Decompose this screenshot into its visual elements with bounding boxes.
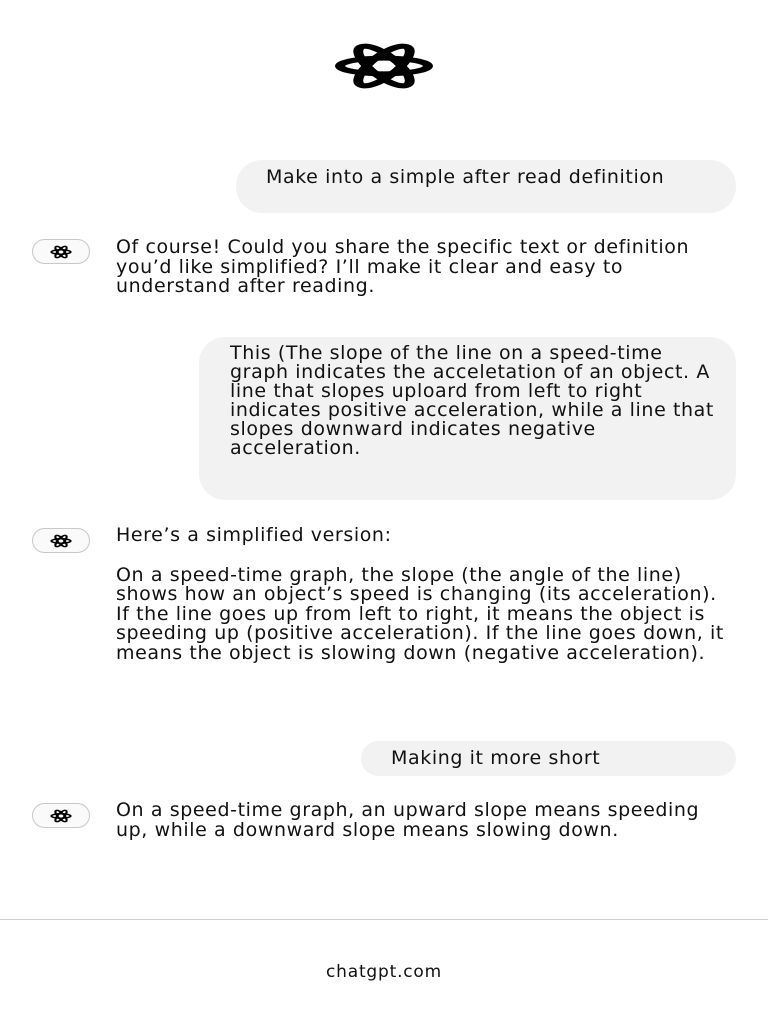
user-message-text: Make into a simple after read definition [266, 166, 665, 188]
assistant-message [116, 801, 736, 840]
footer-domain-link[interactable]: chatgpt.com [326, 962, 442, 982]
user-message [236, 160, 736, 213]
assistant-message-paragraph: On a speed-time graph, an upward slope means speeding up, while a downward slope means slowing down. [116, 799, 700, 841]
openai-logo-icon [49, 244, 73, 260]
user-message [361, 741, 736, 776]
user-message [199, 337, 736, 500]
assistant-avatar [32, 528, 90, 553]
openai-logo-icon [329, 38, 439, 94]
assistant-message-paragraph: On a speed-time graph, the slope (the angle of the line) shows how an object’s speed is changing (its acceleration). If the line goes up from left to right, it means the object is speeding up (positive acceleration). If the line goes down, it means the object is slowing down (negative acceleration). [116, 563, 724, 664]
openai-logo-icon [49, 533, 73, 549]
footer-divider [0, 919, 768, 920]
assistant-avatar [32, 803, 90, 828]
assistant-avatar [32, 239, 90, 264]
assistant-message-paragraph: Here’s a simplified version: [116, 524, 392, 546]
assistant-message [116, 238, 736, 297]
user-message-text: Making it more short [391, 747, 601, 769]
user-message-text: This (The slope of the line on a speed-time graph indicates the acceletation of an object. A line that slopes uploard from left to right indicates positive acceleration, while a line that slopes downward indicates negative acceleration. [230, 342, 714, 459]
assistant-message-paragraph: Of course! Could you share the specific text or definition you’d like simplified? I’ll make it clear and easy to understand after reading. [116, 236, 690, 297]
openai-logo-icon [49, 808, 73, 824]
assistant-message [116, 526, 736, 663]
